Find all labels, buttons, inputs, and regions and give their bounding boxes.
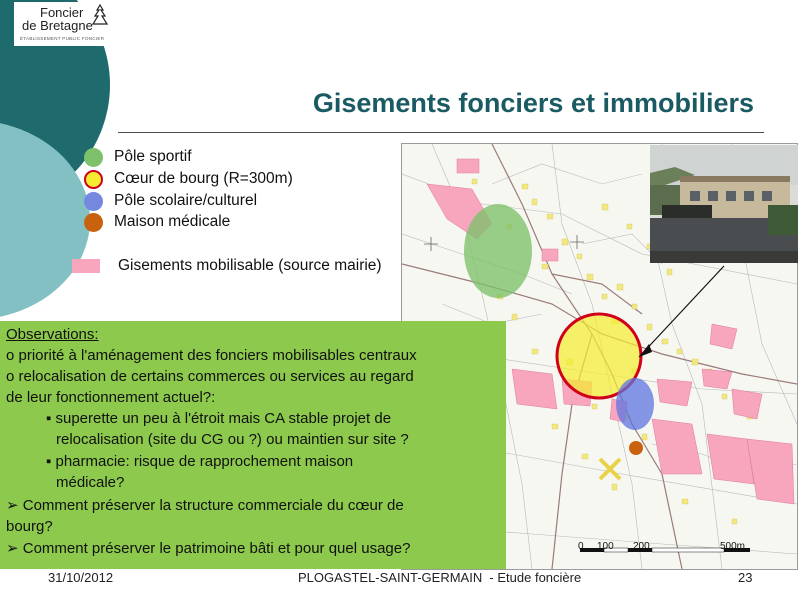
foncier-bretagne-logo (14, 2, 114, 46)
building-photo (650, 145, 798, 263)
blue-dot-icon (84, 192, 103, 211)
scale-label-500m: 500m (720, 541, 746, 552)
observation-line: o priorité à l'aménagement des fonciers mobilisables centraux (6, 347, 417, 364)
logo-text-line1: Foncier (40, 5, 84, 20)
footer-page-number: 23 (738, 570, 753, 585)
footer-project: PLOGASTEL-SAINT-GERMAIN - Etude foncière (298, 570, 582, 585)
observation-line: bourg? (6, 518, 53, 535)
legend-label: Pôle scolaire/culturel (114, 192, 258, 209)
scale-label-200: 200 (633, 541, 650, 552)
observation-bullet: ▪ pharmacie: risque de rapprochement maison (46, 453, 354, 470)
observation-bullet: ▪ superette un peu à l'étroit mais CA stable projet de (46, 410, 392, 427)
legend-label: Gisements mobilisable (source mairie) (118, 257, 382, 274)
legend-item-maison-medicale (84, 211, 230, 233)
ermine-icon (90, 4, 110, 26)
observation-line: médicale? (56, 474, 125, 491)
green-dot-icon (84, 148, 103, 167)
observation-line: relocalisation (site du CG ou ?) ou maintien sur site ? (56, 431, 409, 448)
observation-question: ➢ Comment préserver la structure commerciale du cœur de (6, 497, 404, 514)
observation-question: ➢ Comment préserver le patrimoine bâti et pour quel usage? (6, 540, 411, 557)
logo-subtitle: ÉTABLISSEMENT PUBLIC FONCIER (20, 36, 105, 41)
observations-panel (0, 321, 506, 569)
slide-title: Gisements fonciers et immobiliers (312, 88, 754, 118)
legend-item-pole-sportif (84, 146, 192, 168)
observation-line: o relocalisation de certains commerces ou services au regard (6, 368, 414, 385)
title-divider (118, 132, 764, 133)
legend-label: Cœur de bourg (R=300m) (114, 170, 293, 187)
orange-dot-icon (84, 213, 103, 232)
scale-label-0: 0 (578, 541, 584, 552)
observation-line: de leur fonctionnement actuel?: (6, 389, 216, 406)
pink-swatch-icon (72, 259, 100, 273)
legend-item-gisements (72, 255, 382, 277)
legend-label: Maison médicale (114, 213, 231, 230)
logo-text-line2: de Bretagne (22, 18, 93, 33)
legend-item-pole-scolaire (84, 190, 257, 212)
footer-date: 31/10/2012 (48, 570, 114, 585)
yellow-ring-dot-icon (84, 170, 103, 189)
legend-label: Pôle sportif (114, 148, 192, 165)
scale-label-100: 100 (597, 541, 614, 552)
observations-heading: Observations: (6, 326, 99, 343)
legend-item-coeur-de-bourg (84, 168, 293, 190)
